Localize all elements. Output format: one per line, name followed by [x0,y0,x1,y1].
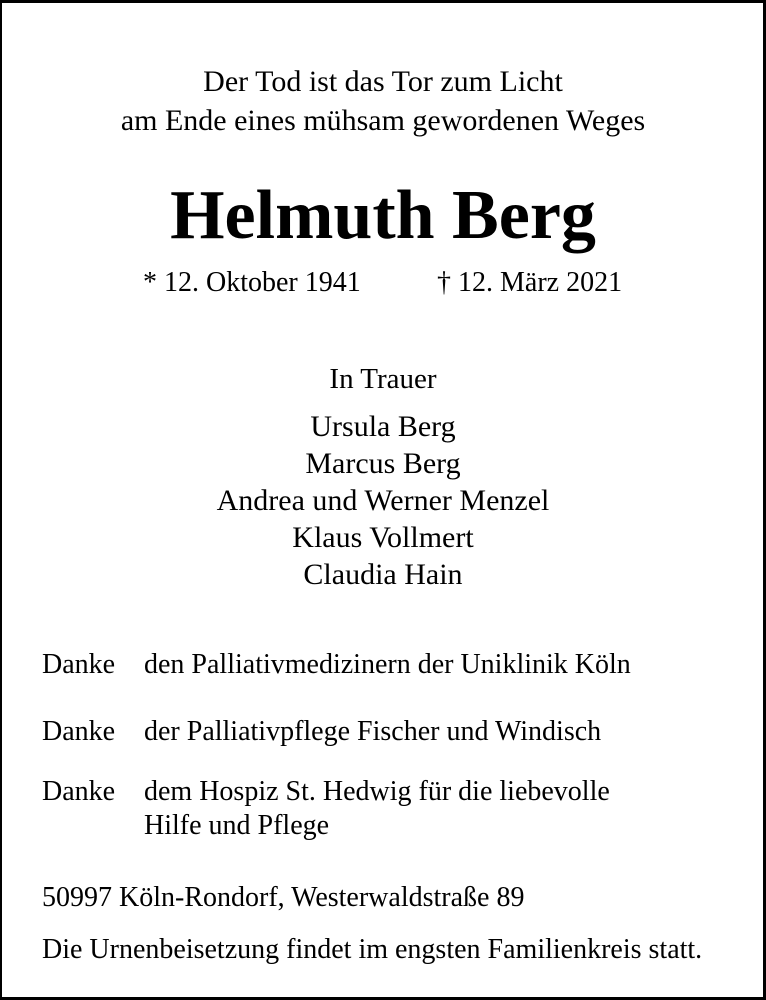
motto-line: am Ende eines mühsam gewordenen Weges [120,104,646,137]
thanks-text [144,715,724,749]
mourning-heading: In Trauer [329,363,437,395]
mourner-name: Marcus Berg [305,447,461,480]
thanks-line: dem Hospiz St. Hedwig für die liebevolle [144,776,610,807]
mourner-name: Andrea und Werner Menzel [216,484,550,517]
deceased-name: Helmuth Berg [170,177,596,254]
thanks-label: Danke [42,716,116,747]
mourner-list [0,408,766,593]
birth-date: * 12. Oktober 1941 [143,267,361,298]
address: 50997 Köln-Rondorf, Westerwaldstraße 89 [42,882,525,913]
thanks-label: Danke [42,776,116,807]
thanks-text [144,648,724,682]
thanks-line: den Palliativmedizinern der Uniklinik Köln [144,649,631,680]
mourner-name: Ursula Berg [310,410,456,443]
mourner-name: Klaus Vollmert [292,521,474,554]
death-date: † 12. März 2021 [437,267,623,298]
motto [0,62,766,140]
thanks-label: Danke [42,649,116,680]
thanks-line: Hilfe und Pflege [144,810,330,841]
motto-line: Der Tod ist das Tor zum Licht [203,65,563,98]
thanks-line: der Palliativpflege Fischer und Windisch [144,716,602,747]
thanks-text [144,775,724,843]
burial-notice: Die Urnenbeisetzung findet im engsten Familienkreis statt. [42,934,703,965]
mourner-name: Claudia Hain [303,558,463,591]
